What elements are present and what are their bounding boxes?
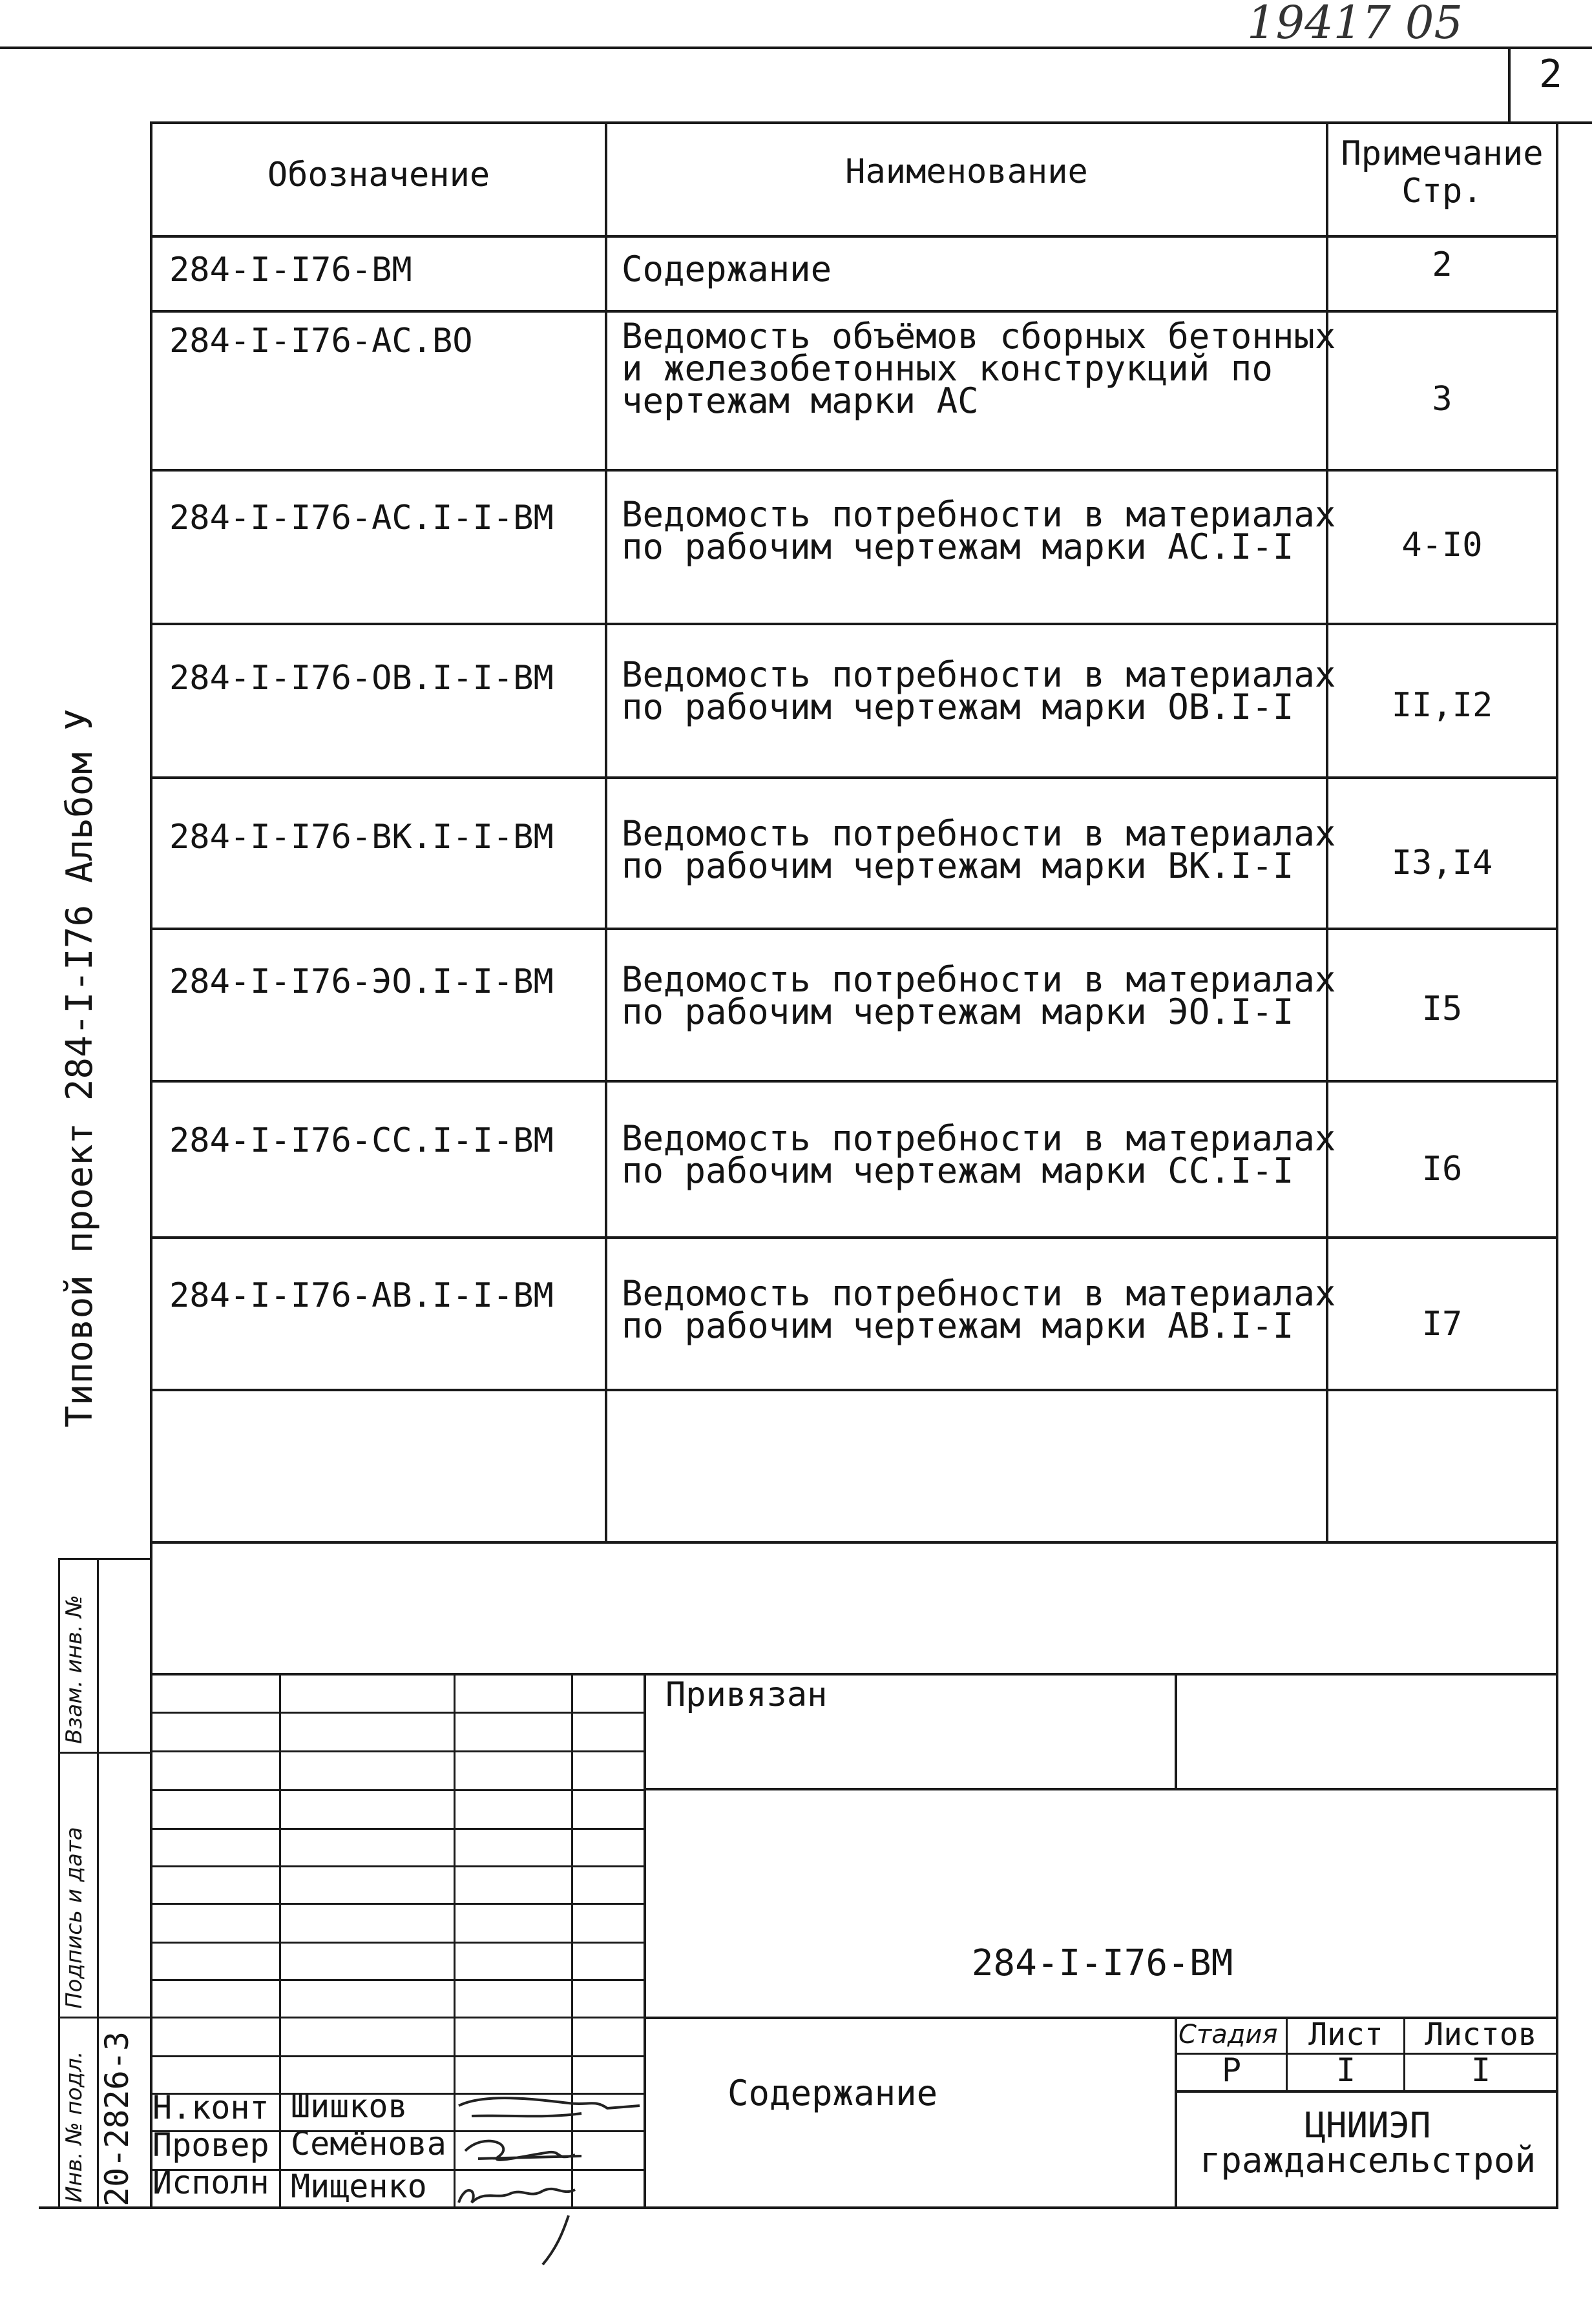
sheet-number: 2 xyxy=(1538,52,1563,97)
side-stamp-sep-1 xyxy=(58,1752,151,1754)
bound-sep xyxy=(1175,1673,1177,1788)
inv-orig-value: 20-2826-3 xyxy=(98,2031,136,2206)
person-1: Шишков xyxy=(291,2088,408,2125)
header-designation: Обозначение xyxy=(267,156,490,194)
sig-row-10 xyxy=(150,2055,644,2057)
sig-row-1 xyxy=(150,1712,644,1714)
row-5-page: I3,I4 xyxy=(1391,844,1493,882)
row-6-name: Ведомость потребности в материалах по рабочим чертежам марки ЭО.I-I xyxy=(622,959,1336,1032)
signature-date-label: Подпись и дата xyxy=(61,1827,87,2009)
signature-1 xyxy=(459,2098,640,2116)
role-1: Н.конт xyxy=(152,2089,269,2126)
frame-right-sheetbox-line xyxy=(1508,47,1511,123)
sheet-value: I xyxy=(1335,2051,1356,2089)
row-2-name: Ведомость объёмов сборных бетонных и железобетонных конструкций по чертежам марки АС xyxy=(622,316,1336,421)
document-title: Содержание xyxy=(728,2073,938,2113)
inv-orig-label: Инв. № подл. xyxy=(61,2051,87,2203)
archive-number: 19417 05 xyxy=(1247,0,1463,49)
side-stamp-top xyxy=(58,1558,151,1560)
row-sep-2 xyxy=(150,469,1558,472)
row-2-designation: 284-I-I76-АС.ВО xyxy=(169,322,473,360)
row-sep-1 xyxy=(150,310,1558,313)
table-top-border xyxy=(150,121,1558,124)
person-3: Мищенко xyxy=(291,2168,427,2205)
sheet-label: Лист xyxy=(1308,2017,1383,2053)
row-1-page: 2 xyxy=(1432,245,1452,284)
bound-label: Привязан xyxy=(665,1676,828,1714)
row-sep-7 xyxy=(150,1236,1558,1239)
header-note: Примечание xyxy=(1341,134,1544,173)
person-2: Семёнова xyxy=(291,2125,446,2163)
document-code: 284-I-I76-ВМ xyxy=(971,1942,1233,1984)
row-sep-5 xyxy=(150,928,1558,930)
bound-bottom xyxy=(644,1788,1558,1790)
row-sep-9 xyxy=(150,1541,1558,1544)
row-2-page: 3 xyxy=(1432,380,1452,419)
side-title: Типовой проект 284-I-I76 Альбом У xyxy=(59,709,101,1427)
role-3: Исполн xyxy=(152,2164,269,2201)
sig-row-8 xyxy=(150,1979,644,1981)
sig-row-5 xyxy=(150,1865,644,1867)
side-stamp-left-border xyxy=(58,1558,60,2208)
row-sep-8 xyxy=(150,1389,1558,1391)
row-1-name: Содержание xyxy=(622,249,832,289)
stage-values-bottom xyxy=(1175,2090,1558,2093)
row-3-designation: 284-I-I76-АС.I-I-ВМ xyxy=(169,499,554,537)
row-7-designation: 284-I-I76-СС.I-I-ВМ xyxy=(169,1121,554,1160)
row-3-page: 4-I0 xyxy=(1401,526,1483,565)
table-left-border xyxy=(150,121,152,2208)
row-sep-6 xyxy=(150,1080,1558,1083)
row-3-name: Ведомость потребности в материалах по рабочим чертежам марки АС.I-I xyxy=(622,494,1336,567)
row-4-designation: 284-I-I76-ОВ.I-I-ВМ xyxy=(169,659,554,698)
organization-line2: граждансельстрой xyxy=(1199,2140,1536,2181)
stage-label: Стадия xyxy=(1178,2020,1278,2049)
header-page: Стр. xyxy=(1401,172,1483,211)
row-7-name: Ведомость потребности в материалах по рабочим чертежам марки СС.I-I xyxy=(622,1118,1336,1191)
sheets-value: I xyxy=(1471,2051,1491,2089)
table-right-border xyxy=(1556,121,1558,2208)
row-6-page: I5 xyxy=(1421,990,1463,1028)
sig-row-9 xyxy=(150,2017,644,2018)
sig-row-7 xyxy=(150,1942,644,1944)
signature-3 xyxy=(459,2189,575,2265)
sig-row-3 xyxy=(150,1789,644,1791)
title-block-top xyxy=(150,1673,1558,1676)
sheets-label: Листов xyxy=(1425,2017,1537,2053)
side-stamp-sep-2 xyxy=(58,2017,151,2018)
row-8-designation: 284-I-I76-АВ.I-I-ВМ xyxy=(169,1276,554,1315)
sig-row-4 xyxy=(150,1828,644,1830)
title-block-bottom xyxy=(39,2206,1558,2209)
row-sep-header xyxy=(150,235,1558,238)
row-sep-3 xyxy=(150,623,1558,625)
stage-col-sep-1 xyxy=(1286,2017,1288,2090)
row-sep-4 xyxy=(150,776,1558,779)
sig-col-1 xyxy=(279,1673,281,2206)
header-name: Наименование xyxy=(845,152,1088,191)
organization-line1: ЦНИИЭП xyxy=(1304,2105,1431,2146)
row-4-page: II,I2 xyxy=(1391,686,1493,725)
signatures-drawing xyxy=(446,2080,653,2274)
stage-value: Р xyxy=(1221,2051,1242,2089)
row-5-name: Ведомость потребности в материалах по рабочим чертежам марки ВК.I-I xyxy=(622,813,1336,886)
sig-row-6 xyxy=(150,1903,644,1905)
row-1-designation: 284-I-I76-ВМ xyxy=(169,251,412,289)
stage-col-sep-2 xyxy=(1403,2017,1405,2090)
row-5-designation: 284-I-I76-ВК.I-I-ВМ xyxy=(169,818,554,856)
row-4-name: Ведомость потребности в материалах по рабочим чертежам марки ОВ.I-I xyxy=(622,654,1336,727)
row-6-designation: 284-I-I76-ЭО.I-I-ВМ xyxy=(169,962,554,1001)
row-8-page: I7 xyxy=(1421,1305,1463,1344)
row-8-name: Ведомость потребности в материалах по рабочим чертежам марки АВ.I-I xyxy=(622,1273,1336,1346)
role-2: Провер xyxy=(152,2126,269,2164)
signature-2 xyxy=(465,2141,581,2160)
sig-row-2 xyxy=(150,1750,644,1752)
col-sep-1 xyxy=(605,121,607,1541)
row-7-page: I6 xyxy=(1421,1150,1463,1188)
frame-top-line xyxy=(0,47,1592,49)
replaced-inv-label: Взам. инв. № xyxy=(61,1595,87,1744)
